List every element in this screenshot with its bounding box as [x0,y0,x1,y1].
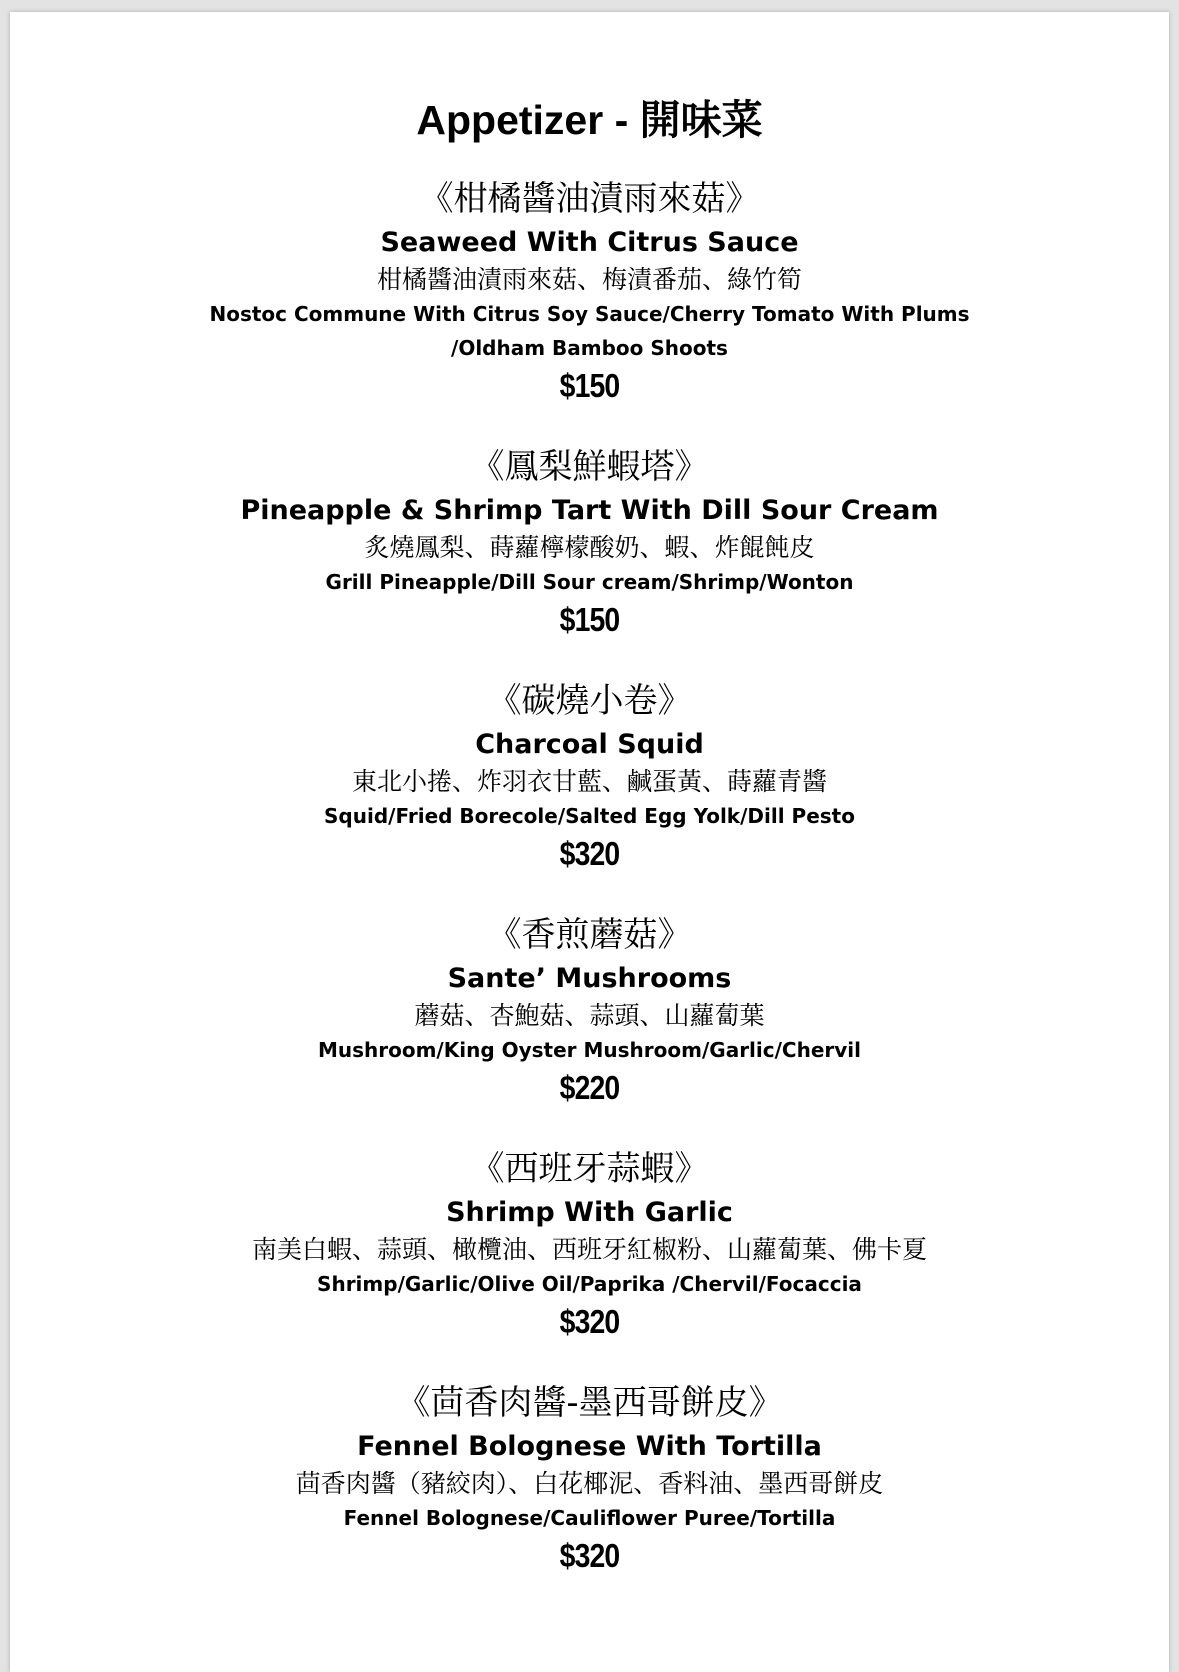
dish-ingredients-en-line: Fennel Bolognese/Cauliflower Puree/Tortilla [343,1506,836,1530]
dish-price: $220 [559,1069,620,1106]
dish-ingredients-en-line: Nostoc Commune With Citrus Soy Sauce/Cherry Tomato With Plums [209,302,970,326]
dish-ingredients-zh: 蘑菇、杏鮑菇、蒜頭、山蘿蔔葉 [414,1001,765,1030]
dish-ingredients-en-line: Grill Pineapple/Dill Sour cream/Shrimp/Wonton [325,570,854,594]
menu-item [10,445,1169,641]
dish-ingredients-zh: 炙燒鳳梨、蒔蘿檸檬酸奶、蝦、炸餛飩皮 [364,533,815,562]
menu-item [10,1381,1169,1577]
menu-page [10,12,1169,1672]
dish-name-zh: 《茴香肉醬-墨西哥餅皮》 [396,1383,783,1423]
dish-name-en: Shrimp With Garlic [446,1197,733,1228]
dish-ingredients-en-line: Shrimp/Garlic/Olive Oil/Paprika /Chervil/Focaccia [317,1272,862,1296]
dish-name-en: Fennel Bolognese With Tortilla [357,1431,822,1462]
dish-price: $320 [559,1537,620,1574]
dish-ingredients-zh: 茴香肉醬（豬絞肉）、白花椰泥、香料油、墨西哥餅皮 [295,1469,884,1498]
dish-name-zh: 《西班牙蒜蝦》 [470,1149,709,1189]
menu-title: Appetizer - 開味菜 [416,97,763,143]
menu-item [10,177,1169,407]
menu-item [10,1147,1169,1343]
dish-price: $320 [559,835,620,872]
dish-name-en: Pineapple & Shrimp Tart With Dill Sour Cream [240,495,939,526]
dish-price: $150 [559,601,620,638]
dish-ingredients-zh: 東北小捲、炸羽衣甘藍、鹹蛋黃、蒔蘿青醬 [351,767,827,796]
dish-name-en: Seaweed With Citrus Sauce [380,227,799,258]
dish-name-zh: 《香煎蘑菇》 [487,915,692,955]
dish-ingredients-en-line: Squid/Fried Borecole/Salted Egg Yolk/Dill Pesto [324,804,855,828]
menu-item [10,913,1169,1109]
dish-name-zh: 《柑橘醬油漬雨來菇》 [419,179,760,219]
dish-name-zh: 《碳燒小卷》 [487,681,692,721]
dish-ingredients-en-line: Mushroom/King Oyster Mushroom/Garlic/Chervil [317,1038,862,1062]
dish-name-en: Charcoal Squid [475,729,704,760]
dish-ingredients-en-line: /Oldham Bamboo Shoots [451,336,728,360]
dish-price: $320 [559,1303,620,1340]
dish-name-en: Sante’ Mushrooms [447,963,732,994]
dish-name-zh: 《鳳梨鮮蝦塔》 [470,447,709,487]
dish-ingredients-zh: 柑橘醬油漬雨來菇、梅漬番茄、綠竹筍 [376,265,802,294]
dish-price: $150 [559,367,620,404]
menu-item [10,679,1169,875]
dish-ingredients-zh: 南美白蝦、蒜頭、橄欖油、西班牙紅椒粉、山蘿蔔葉、佛卡夏 [251,1235,927,1264]
